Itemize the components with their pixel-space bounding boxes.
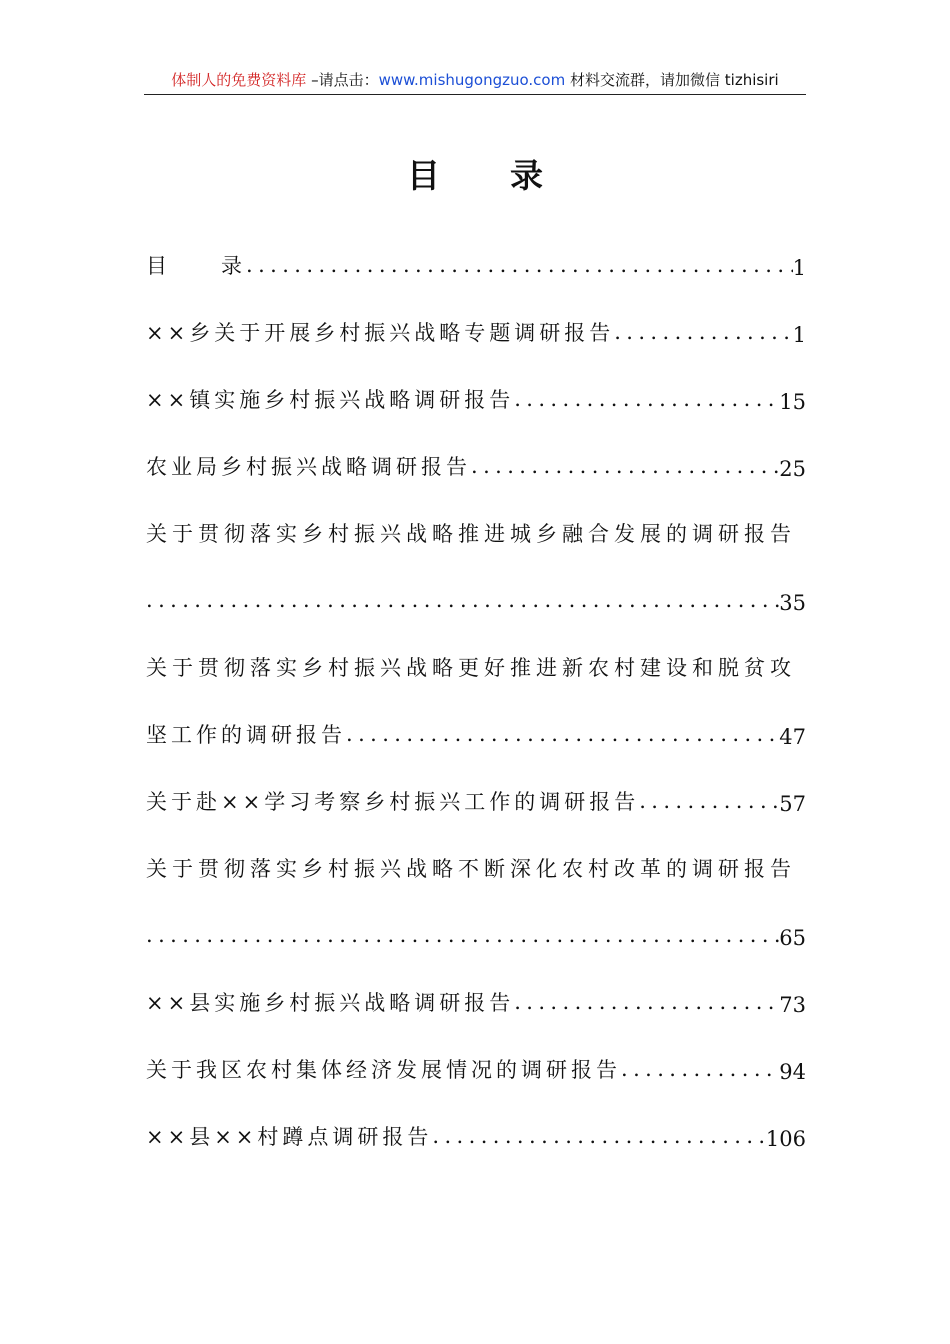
toc-entry-continued[interactable]: [146, 709, 806, 749]
toc-entry-page: 1: [792, 323, 806, 347]
toc-leader-dots: [621, 1054, 779, 1084]
toc-entry-page: 94: [779, 1060, 806, 1084]
toc-entry-page: 25: [779, 457, 806, 481]
toc-entry[interactable]: [146, 441, 806, 481]
toc-entry[interactable]: [146, 1111, 806, 1151]
toc-entry-title: ××镇实施乡村振兴战略调研报告: [146, 388, 515, 412]
toc-entry[interactable]: [146, 843, 806, 883]
toc-entry[interactable]: [146, 642, 806, 682]
toc-entry-title: ××乡关于开展乡村振兴战略专题调研报告: [146, 321, 615, 345]
page-title: [0, 150, 950, 197]
toc-entry-continued[interactable]: [146, 910, 806, 950]
toc-leader-dots: [146, 920, 779, 950]
toc-leader-dots: [346, 719, 779, 749]
toc-entry-page: 35: [779, 591, 806, 615]
title-char-1: 目: [407, 156, 440, 195]
header-site-name: 体制人的免费资料库: [171, 71, 307, 89]
header-prompt: –请点击：: [306, 71, 379, 89]
toc-entry-title: 关于贯彻落实乡村振兴战略推进城乡融合发展的调研报告: [146, 522, 796, 546]
title-char-2: 录: [510, 156, 543, 195]
toc-entry-title: 关于赴××学习考察乡村振兴工作的调研报告: [146, 790, 640, 814]
toc-leader-dots: [432, 1121, 766, 1151]
toc-entry-title: 关于我区农村集体经济发展情况的调研报告: [146, 1058, 621, 1082]
toc-leader-dots: [639, 786, 779, 816]
toc-entry[interactable]: [146, 240, 806, 280]
toc-entry-title: 目 录: [146, 254, 246, 278]
toc-entry-page: 15: [779, 390, 806, 414]
toc-entry-continued[interactable]: [146, 575, 806, 615]
toc-entry-page: 106: [765, 1127, 806, 1151]
toc-leader-dots: [514, 987, 779, 1017]
toc-entry[interactable]: [146, 776, 806, 816]
toc-entry-page: 57: [779, 792, 806, 816]
toc-leader-dots: [246, 250, 793, 280]
toc-entry[interactable]: [146, 374, 806, 414]
toc-entry[interactable]: [146, 508, 806, 548]
toc-entry[interactable]: [146, 307, 806, 347]
toc-entry-page: 65: [779, 926, 806, 950]
toc-leader-dots: [614, 317, 792, 347]
toc-entry-title: 坚工作的调研报告: [146, 723, 346, 747]
toc-entry-title: ××县实施乡村振兴战略调研报告: [146, 991, 515, 1015]
header-url-link[interactable]: www.mishugongzuo.com: [378, 71, 566, 89]
toc-entry-title: ××县××村蹲点调研报告: [146, 1125, 433, 1149]
toc-entry-page: 47: [779, 725, 806, 749]
toc-entry[interactable]: [146, 1044, 806, 1084]
toc-leader-dots: [146, 585, 779, 615]
toc-entry-title: 关于贯彻落实乡村振兴战略不断深化农村改革的调研报告: [146, 857, 796, 881]
toc-entry-title: 关于贯彻落实乡村振兴战略更好推进新农村建设和脱贫攻: [146, 656, 796, 680]
toc-entry-title: 农业局乡村振兴战略调研报告: [146, 455, 471, 479]
toc-entry-page: 1: [792, 256, 806, 280]
header-wechat-note: 材料交流群，请加微信 tizhisiri: [565, 71, 779, 89]
toc-leader-dots: [514, 384, 779, 414]
toc-entry-page: 73: [779, 993, 806, 1017]
toc-leader-dots: [471, 451, 779, 481]
toc-entry[interactable]: [146, 977, 806, 1017]
page-header: [144, 68, 806, 95]
